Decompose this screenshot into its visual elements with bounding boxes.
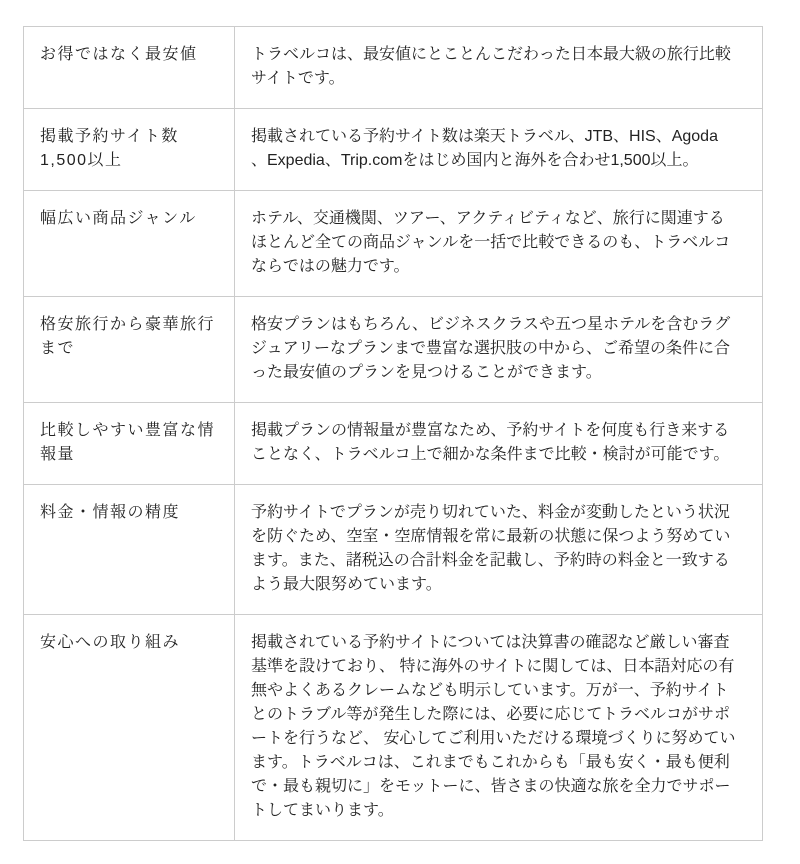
feature-label-cell: 料金・情報の精度 — [24, 485, 235, 615]
feature-label-cell: 幅広い商品ジャンル — [24, 191, 235, 297]
feature-description-cell: トラベルコは、最安値にとことんこだわった日本最大級の旅行比較 サイトです。 — [235, 27, 763, 109]
feature-description-cell: 予約サイトでプランが売り切れていた、料金が変動したという状況 を防ぐため、空室・空席情報を常に最新の状態に保つよう努めてい ます。また、諸税込の合計料金を記載し、予約時の料金と一致する よう最大限努めています。 — [235, 485, 763, 615]
table-row — [24, 109, 763, 191]
feature-label-cell: 格安旅行から豪華旅行 まで — [24, 297, 235, 403]
table-row — [24, 27, 763, 109]
feature-description-cell: 掲載されている予約サイトについては決算書の確認など厳しい審査 基準を設けており、 特に海外のサイトに関しては、日本語対応の有 無やよくあるクレームなども明示しています。万が一、予約サイト とのトラブル等が発生した際には、必要に応じてトラベルコがサポ ートを行うなど、 安心してご利用いただける環境づくりに努めてい ます。トラベルコは、これまでもこれからも「最も安く・最も便利 で・最も親切に」をモットーに、皆さまの快適な旅を全力でサポー トしてまいります。 — [235, 615, 763, 841]
table-row — [24, 485, 763, 615]
table-row — [24, 615, 763, 841]
feature-label-cell: お得ではなく最安値 — [24, 27, 235, 109]
feature-label-cell: 比較しやすい豊富な情 報量 — [24, 403, 235, 485]
feature-label-cell: 安心への取り組み — [24, 615, 235, 841]
feature-description-cell: ホテル、交通機関、ツアー、アクティビティなど、旅行に関連する ほとんど全ての商品ジャンルを一括で比較できるのも、トラベルコ ならではの魅力です。 — [235, 191, 763, 297]
table-row — [24, 191, 763, 297]
table-row — [24, 297, 763, 403]
travelko-features-table — [23, 26, 763, 841]
feature-description-cell: 掲載されている予約サイト数は楽天トラベル、JTB、HIS、Agoda 、Expedia、Trip.comをはじめ国内と海外を合わせ1,500以上。 — [235, 109, 763, 191]
table-row — [24, 403, 763, 485]
feature-description-cell: 格安プランはもちろん、ビジネスクラスや五つ星ホテルを含むラグ ジュアリーなプランまで豊富な選択肢の中から、ご希望の条件に合 った最安値のプランを見つけることができます。 — [235, 297, 763, 403]
feature-label-cell: 掲載予約サイト数 1,500以上 — [24, 109, 235, 191]
feature-description-cell: 掲載プランの情報量が豊富なため、予約サイトを何度も行き来する ことなく、トラベルコ上で細かな条件まで比較・検討が可能です。 — [235, 403, 763, 485]
